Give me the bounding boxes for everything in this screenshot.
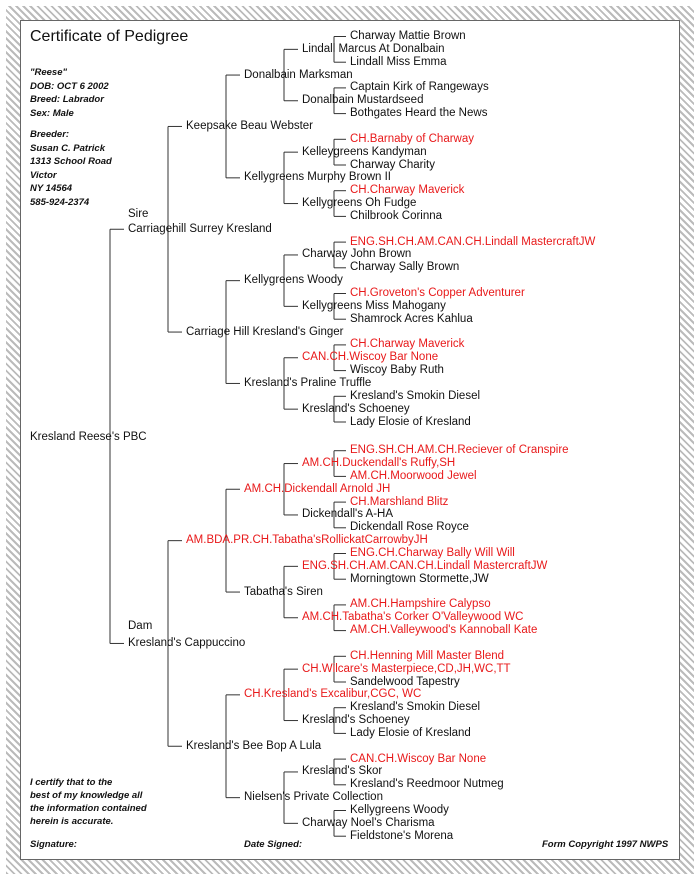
ancestor-name: Charway Mattie Brown [350, 30, 466, 42]
ancestor-name: Fieldstone's Morena [350, 829, 454, 842]
ancestor-name: CH.Henning Mill Master Blend [350, 649, 505, 662]
breeder-city: Victor [30, 169, 57, 181]
ancestor-name: AM.CH.Moorwood Jewel [350, 469, 477, 482]
ancestor-name: Carriage Hill Kresland's Ginger [186, 325, 344, 338]
ancestor-name: Shamrock Acres Kahlua [350, 312, 473, 325]
ancestor-name: Kellygreens Woody [350, 804, 449, 816]
ancestor-name: Carriagehill Surrey Kresland [128, 222, 272, 235]
ancestor-name: AM.BDA.PR.CH.Tabatha'sRollickatCarrowbyJH [186, 534, 428, 547]
ancestor-name: Kresland's Bee Bop A Lula [186, 739, 322, 752]
ancestor-name: Kellygreens Murphy Brown II [244, 171, 392, 184]
signature-label: Signature: [30, 839, 77, 850]
ancestor-name: CH.Kresland's Excalibur,CGC, WC [244, 688, 422, 701]
certify-line: I certify that to the [30, 777, 113, 788]
certify-line: herein is accurate. [30, 816, 114, 827]
ancestor-name: CH.Marshland Blitz [350, 495, 449, 508]
ancestor-name: CH.Charway Maverick [350, 338, 465, 351]
ancestor-name: ENG.CH.Charway Bally Will Will [350, 547, 515, 559]
ancestor-name: AM.CH.Valleywood's Kannoball Kate [350, 624, 538, 637]
dog-call-name: "Reese" [30, 67, 68, 78]
subject-dog-name: Kresland Reese's PBC [30, 431, 147, 444]
form-copyright: Form Copyright 1997 NWPS [542, 839, 669, 850]
ancestor-name: CAN.CH.Wiscoy Bar None [302, 351, 439, 364]
ancestor-name: Sandelwood Tapestry [350, 675, 460, 688]
ancestor-name: Kellygreens Oh Fudge [302, 197, 417, 210]
ancestor-name: Charway John Brown [302, 248, 412, 261]
ancestor-name: Dickendall Rose Royce [350, 521, 469, 534]
ancestor-name: AM.CH.Duckendall's Ruffy,SH [302, 457, 456, 470]
ancestor-name: CAN.CH.Wiscoy Bar None [350, 752, 487, 765]
ancestor-name: Morningtown Stormette,JW [350, 572, 489, 585]
dam-label: Dam [128, 620, 153, 632]
ancestor-name: Kresland's Praline Truffle [244, 376, 372, 389]
ancestor-name: Tabatha's Siren [244, 585, 323, 598]
breeder-label: Breeder: [30, 129, 70, 140]
dog-dob: DOB: OCT 6 2002 [30, 80, 109, 92]
ancestor-name: Kresland's Skor [302, 765, 383, 778]
ancestor-name: Keepsake Beau Webster [186, 119, 314, 132]
date-signed-label: Date Signed: [244, 839, 303, 850]
ancestor-name: Kellygreens Miss Mahogany [302, 299, 446, 312]
ancestor-name: Nielsen's Private Collection [244, 791, 383, 804]
ancestor-name: AM.CH.Hampshire Calypso [350, 598, 491, 611]
ancestor-name: ENG.SH.CH.AM.CH.Reciever of Cranspire [350, 444, 569, 457]
ancestor-name: Kelleygreens Kandyman [302, 145, 427, 158]
breeder-phone: 585-924-2374 [30, 196, 90, 208]
ancestor-name: Captain Kirk of Rangeways [350, 81, 489, 94]
ancestor-name: Charway Noel's Charisma [302, 816, 435, 829]
ancestor-name: Chilbrook Corinna [350, 209, 443, 222]
ancestor-name: CH.Barnaby of Charway [350, 132, 474, 145]
ancestor-name: AM.CH.Dickendall Arnold JH [244, 482, 391, 495]
certify-line: best of my knowledge all [30, 790, 143, 801]
breeder-name: Susan C. Patrick [30, 142, 105, 154]
ancestor-name: Lindall Marcus At Donalbain [302, 42, 445, 55]
dog-breed: Breed: Labrador [30, 94, 104, 105]
ancestor-name: ENG.SH.CH.AM.CAN.CH.Lindall MastercraftJW [302, 559, 548, 572]
ancestor-name: Charway Charity [350, 158, 435, 171]
ancestor-name: Dickendall's A-HA [302, 508, 394, 521]
breeder-address: 1313 School Road [30, 156, 112, 167]
sire-label: Sire [128, 208, 149, 220]
ancestor-name: Kresland's Reedmoor Nutmeg [350, 778, 504, 791]
ancestor-name: Lady Elosie of Kresland [350, 726, 471, 739]
ancestor-name: Kresland's Schoeney [302, 714, 410, 727]
ancestor-name: Kresland's Cappuccino [128, 636, 246, 649]
ancestor-name: ENG.SH.CH.AM.CAN.CH.Lindall MastercraftJW [350, 235, 596, 248]
ancestor-name: Kresland's Smokin Diesel [350, 389, 481, 402]
breeder-state-zip: NY 14564 [30, 183, 73, 194]
ancestor-name: Kellygreens Woody [244, 274, 343, 287]
ancestor-name: Bothgates Heard the News [350, 107, 488, 120]
ancestor-name: CH.Groveton's Copper Adventurer [350, 287, 525, 299]
ancestor-name: Kresland's Schoeney [302, 402, 410, 415]
ancestor-name: Lindall Miss Emma [350, 55, 447, 68]
ancestor-name: AM.CH.Tabatha's Corker O'Valleywood WC [302, 611, 524, 624]
ancestor-name: Charway Sally Brown [350, 261, 460, 274]
certificate-title: Certificate of Pedigree [30, 28, 189, 45]
ancestor-name: Lady Elosie of Kresland [350, 415, 471, 428]
ancestor-name: Wiscoy Baby Ruth [350, 364, 444, 377]
ancestor-name: Kresland's Smokin Diesel [350, 701, 481, 714]
ancestor-name: Donalbain Mustardseed [302, 94, 424, 107]
dog-sex: Sex: Male [30, 107, 74, 119]
ancestor-name: CH.Charway Maverick [350, 184, 465, 197]
certify-line: the information contained [30, 803, 147, 814]
ancestor-name: Donalbain Marksman [244, 68, 353, 81]
ancestor-name: CH.Wilcare's Masterpiece,CD,JH,WC,TT [302, 662, 511, 675]
